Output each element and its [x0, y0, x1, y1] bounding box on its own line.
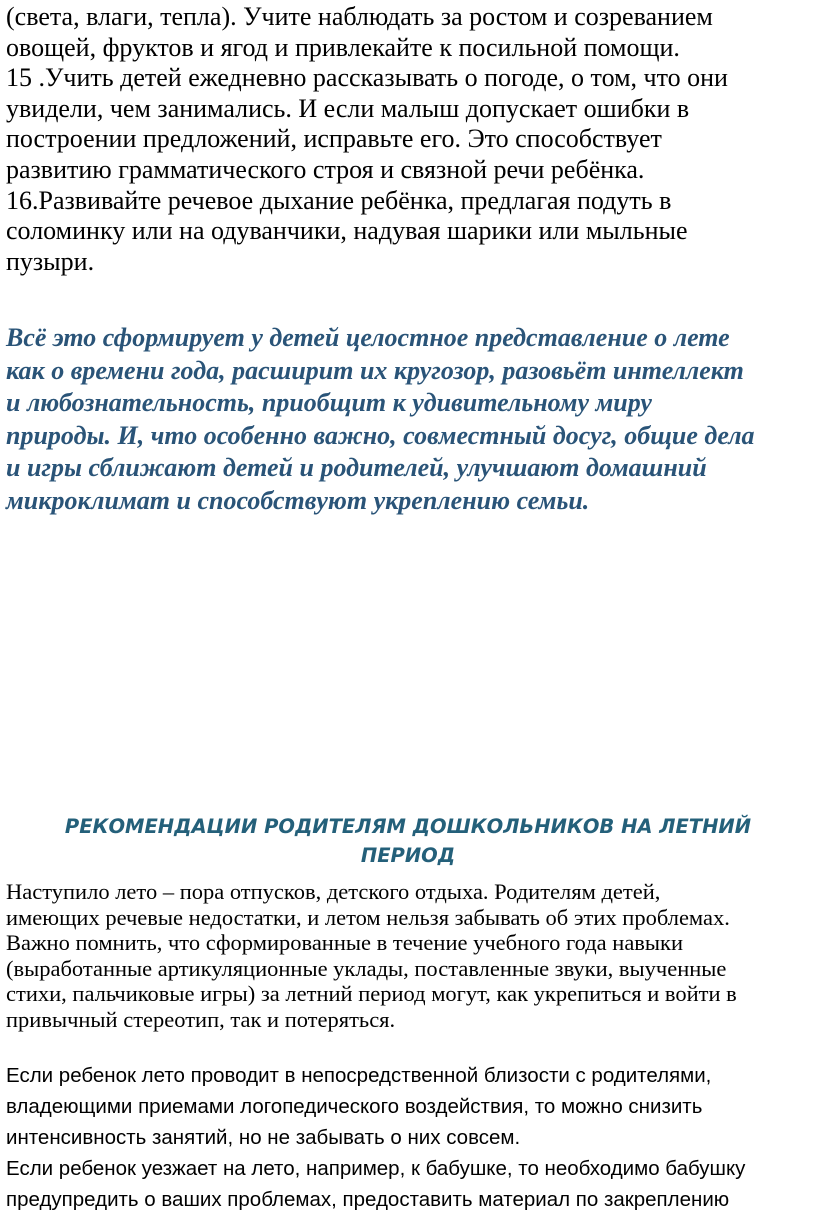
section-heading — [0, 812, 816, 870]
text-line: Если ребенок уезжает на лето, например, к бабушке, то необходимо бабушку — [6, 1157, 746, 1180]
text-line: (выработанные артикуляционные уклады, поставленные звуки, выученные — [6, 955, 727, 981]
text-line: овощей, фруктов и ягод и привлекайте к посильной помощи. — [6, 32, 680, 62]
parents-paragraph — [6, 1060, 814, 1153]
text-line: (света, влаги, тепла). Учите наблюдать за ростом и созреванием — [6, 2, 713, 31]
text-line: имеющих речевые недостатки, и летом нельзя забывать об этих проблемах. — [6, 904, 730, 930]
text-line: предупредить о ваших проблемах, предоставить материал по закреплению — [6, 1188, 730, 1211]
summer-paragraph — [6, 879, 814, 1033]
text-line: микроклимат и способствуют укреплению семьи. — [6, 485, 590, 515]
text-line: пузыри. — [6, 246, 95, 276]
heading-line: ПЕРИОД — [360, 844, 456, 867]
text-line: 16.Развивайте речевое дыхание ребёнка, предлагая подуть в — [6, 185, 672, 215]
conclusion-paragraph — [6, 322, 814, 518]
text-line: интенсивность занятий, но не забывать о них совсем. — [6, 1126, 521, 1149]
text-line: и игры сближают детей и родителей, улучшают домашний — [6, 453, 707, 483]
text-line: построении предложений, исправьте его. Это способствует — [6, 124, 662, 154]
text-line: Важно помнить, что сформированные в течение учебного года навыки — [6, 930, 684, 956]
text-line: Если ребенок лето проводит в непосредственной близости с родителями, — [6, 1064, 712, 1087]
text-line: стихи, пальчиковые игры) за летний период могут, как укрепиться и войти в — [6, 981, 737, 1007]
text-line: природы. И, что особенно важно, совместный досуг, общие дела — [6, 420, 755, 450]
text-line: как о времени года, расширит их кругозор, разовьёт интеллект — [6, 355, 744, 385]
text-line: Наступило лето – пора отпусков, детского отдыха. Родителям детей, — [6, 879, 661, 904]
grandma-paragraph — [6, 1153, 814, 1215]
text-line: и любознательность, приобщит к удивительному миру — [6, 388, 652, 418]
text-line: Всё это сформирует у детей целостное представление о лете — [6, 323, 730, 352]
text-line: привычный стереотип, так и потеряться. — [6, 1006, 396, 1032]
text-line: владеющими приемами логопедического воздействия, то можно снизить — [6, 1095, 703, 1118]
text-line: увидели, чем занимались. И если малыш допускает ошибки в — [6, 93, 690, 123]
text-line: развитию грамматического строя и связной речи ребёнка. — [6, 154, 645, 184]
text-line: соломинку или на одуванчики, надувая шарики или мыльные — [6, 216, 688, 246]
intro-paragraph — [6, 2, 814, 277]
heading-line: РЕКОМЕНДАЦИИ РОДИТЕЛЯМ ДОШКОЛЬНИКОВ НА ЛЕТНИЙ — [64, 815, 752, 838]
text-line: 15 .Учить детей ежедневно рассказывать о погоде, о том, что они — [6, 63, 728, 93]
